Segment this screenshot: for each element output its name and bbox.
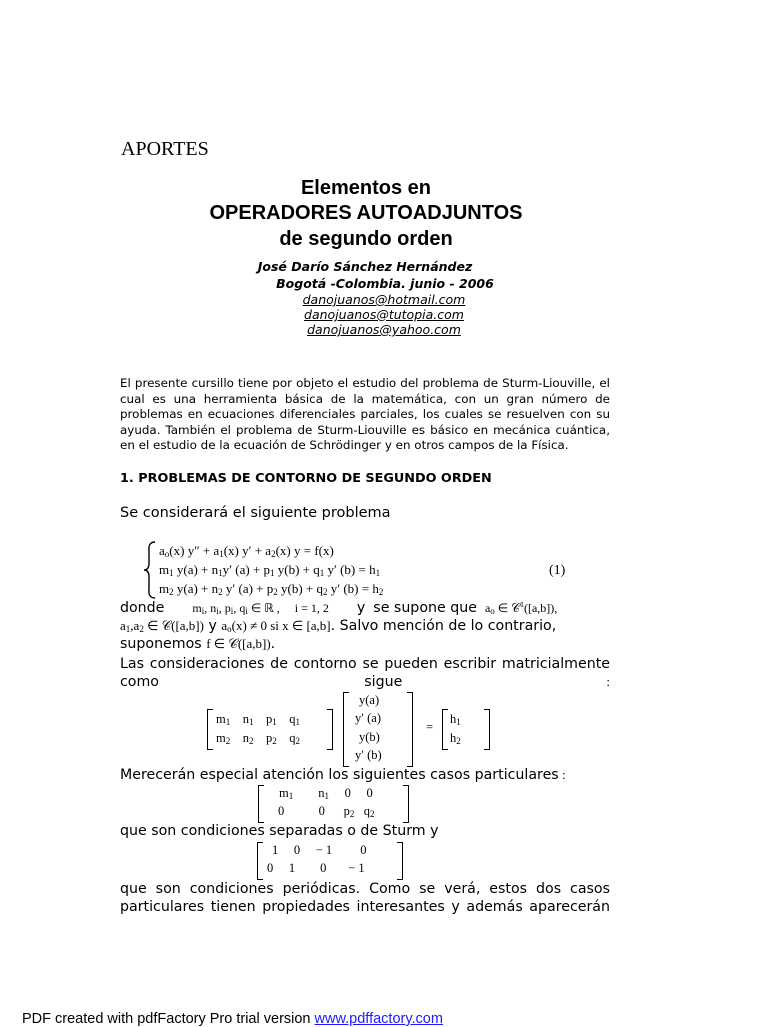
- special-cases-line: Merecerán especial atención los siguientes casos particulares :: [120, 767, 566, 783]
- title-line-1: Elementos en: [300, 177, 432, 199]
- footer-link[interactable]: www.pdffactory.com: [314, 1011, 443, 1027]
- curly-brace: [143, 541, 157, 599]
- periodic-line: que son condiciones periódicas. Como se verá, estos dos casos: [120, 881, 610, 897]
- equals-sign: =: [426, 720, 434, 734]
- equation-row: $m_1$ $y(a) + n_1y'$ $(a) + p_1$ $y(b) + q_1$ y′ $(b) = h_1$: [159, 562, 381, 578]
- vector-entry: y(a): [359, 693, 380, 707]
- bracket: [442, 709, 448, 750]
- bracket: [258, 785, 264, 823]
- matrix-row: $m_2$ $n_2$ $p_2$ $q_2$: [216, 731, 300, 746]
- donde-word: donde: [120, 600, 165, 616]
- bracket: [403, 785, 409, 823]
- author-email[interactable]: danojuanos@yahoo.com: [307, 322, 461, 337]
- bracket: [327, 709, 333, 750]
- bracket: [257, 842, 263, 880]
- donde-line: suponemos f ∈ 𝒞([a,b]).: [120, 636, 276, 652]
- intro-sentence: Se considerará el siguiente problema: [120, 505, 391, 521]
- pdf-footer: PDF created with pdfFactory Pro trial version www.pdffactory.com: [22, 1011, 443, 1027]
- vector-entry: y(b): [359, 730, 380, 744]
- bracket: [207, 709, 213, 750]
- title-line-3: de segundo orden: [279, 228, 453, 250]
- vector-entry: y′ (a): [355, 711, 381, 725]
- periodic-line: particulares tienen propiedades interesantes y además aparecerán: [120, 899, 610, 915]
- conditions-intro: Las consideraciones de contorno se pueden escribir matricialmente como sigue :: [120, 656, 610, 691]
- matrix-row: 0 1 0 − 1: [267, 861, 365, 875]
- section-heading: 1. PROBLEMAS DE CONTORNO DE SEGUNDO ORDEN: [120, 471, 492, 486]
- bracket: [397, 842, 403, 880]
- bracket: [343, 692, 349, 767]
- author-email[interactable]: danojuanos@hotmail.com: [302, 292, 466, 307]
- abstract-paragraph: El presente cursillo tiene por objeto el estudio del problema de Sturm-Liouville, el cual es una herramienta básica de la matemática, con un gran número de problemas en ecuaciones diferenciales parciales, los cuales se resuelven con su ayuda. También el problema de Sturm-Liouville es básico en mecánica cuántica, en el estudio de la ecuación de Schrödinger y en otros campos de la Física.: [120, 376, 610, 453]
- matrix-row: $m_1$ $n_1$ 0 0: [279, 786, 373, 801]
- equation-row: $a_o(x) y'' + a_1(x) y' + a_2(x) y = f(x)$: [159, 543, 334, 559]
- matrix-row: $m_1$ $n_1$ $p_1$ $q_1$: [216, 712, 300, 727]
- vector-entry: $h_1$: [450, 712, 461, 727]
- matrix-row: 1 0 − 1 0: [272, 843, 367, 857]
- author-email[interactable]: danojuanos@tutopia.com: [304, 307, 464, 322]
- matrix-row: 0 0 $p_2$ $q_2$: [278, 804, 375, 819]
- separated-line: que son condiciones separadas o de Sturm y: [120, 823, 439, 839]
- donde-line: $a_1,a_2$ ∈ 𝒞([a,b]) y $a_o(x) \ne 0$ si x ∈ [a,b]. Salvo mención de lo contrario,: [120, 618, 557, 634]
- title-line-2: OPERADORES AUTOADJUNTOS: [209, 202, 523, 224]
- vector-entry: y′ (b): [355, 748, 382, 762]
- section-label: APORTES: [121, 138, 209, 160]
- equation-number: (1): [549, 563, 566, 578]
- equation-row: $m_2$ $y(a) + n_2$ y′ $(a) + p_2$ $y(b) + q_2$ y′ $(b) = h_2$: [159, 581, 384, 597]
- author-name: José Darío Sánchez Hernández: [257, 259, 473, 274]
- bracket: [407, 692, 413, 767]
- bracket: [484, 709, 490, 750]
- donde-line: donde $m_i$, $n_i$, $p_i$, $q_i$ ∈ ℝ , i = 1, 2 y se supone que $a_o$ ∈ 𝒞$^1$([a,b]),: [120, 600, 558, 616]
- author-place-date: Bogotá -Colombia. junio - 2006: [276, 276, 494, 291]
- vector-entry: $h_2$: [450, 731, 461, 746]
